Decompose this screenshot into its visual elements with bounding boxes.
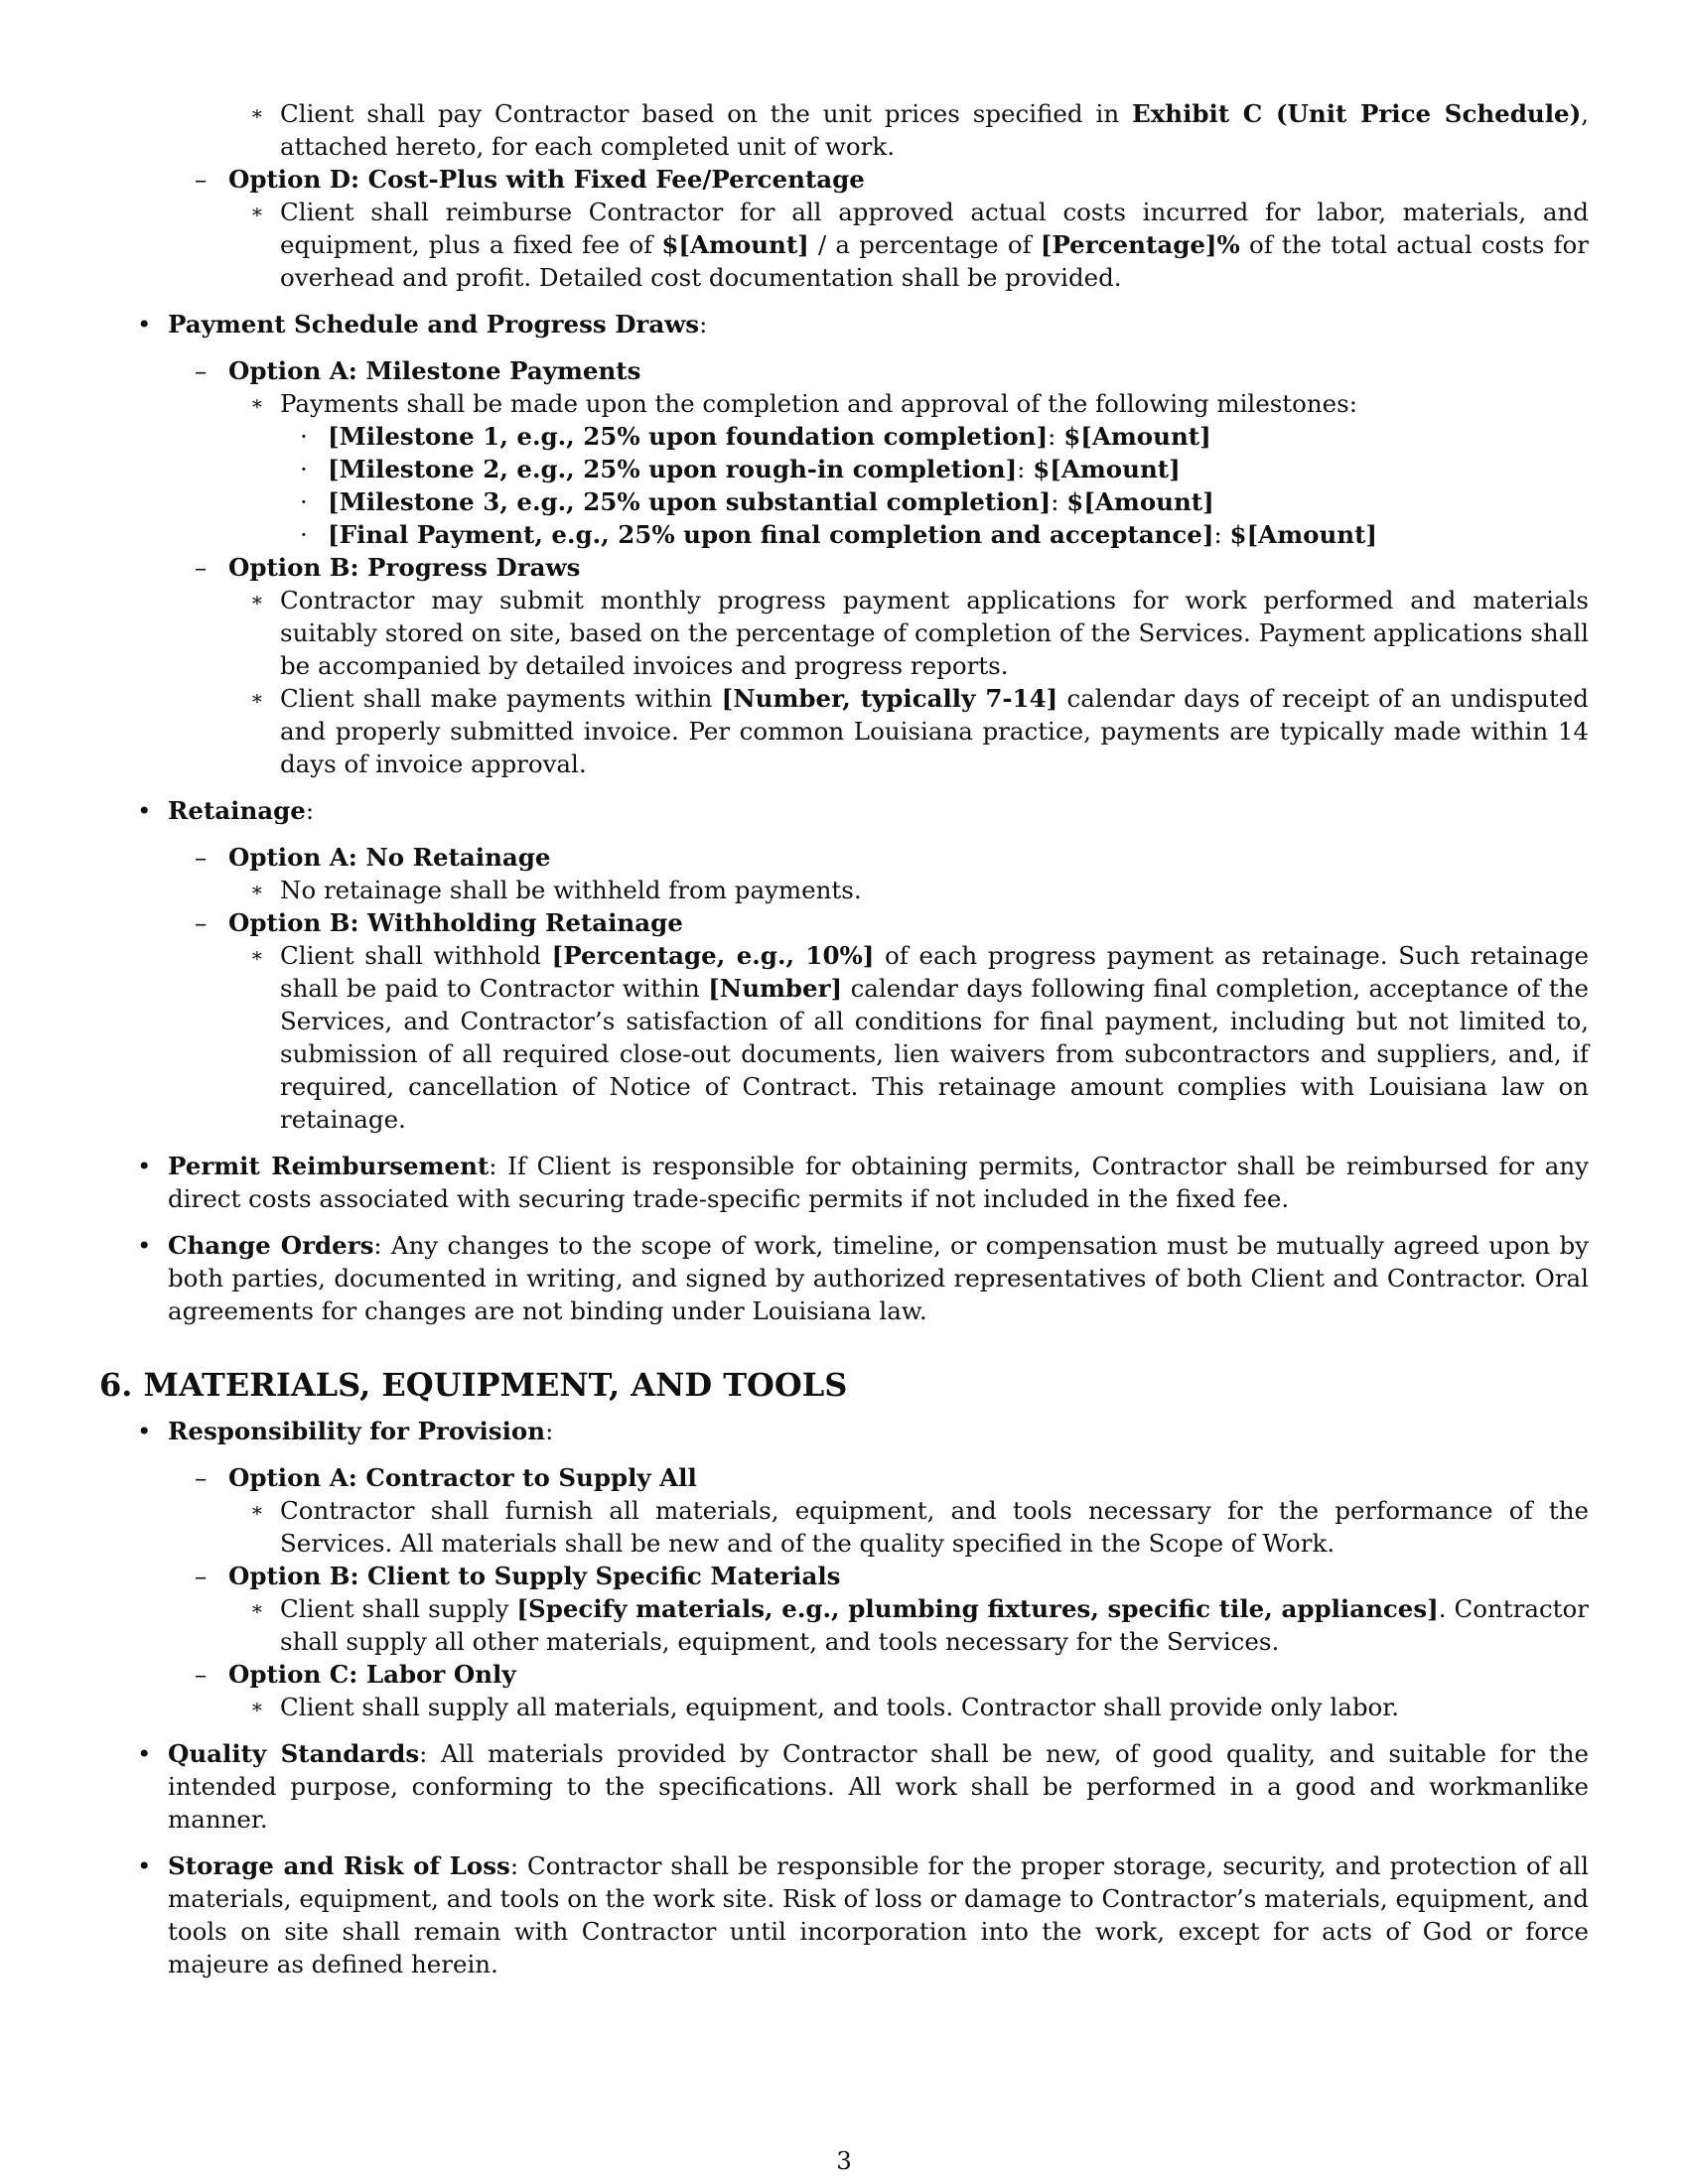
asterisk-bullet-icon: ∗: [250, 943, 264, 967]
asterisk-bullet-icon: ∗: [250, 1596, 264, 1620]
dash-bullet-icon: –: [195, 356, 208, 385]
dash-bullet-icon: –: [195, 553, 208, 582]
exhibit-c-reference: Exhibit C (Unit Price Schedule): [1132, 99, 1582, 128]
responsibility-item: • Responsibility for Provision:: [137, 1417, 554, 1445]
labor-only-title: – Option C: Labor Only: [195, 1660, 516, 1689]
bullet-icon: •: [137, 1417, 152, 1445]
dot-bullet-icon: ·: [300, 487, 308, 516]
asterisk-bullet-icon: ∗: [250, 878, 264, 901]
permit-reimbursement-item: • Permit Reimbursement: If Client is responsible for obtaining permits, Contractor shall be reimbursed for any direct costs associated with securing trade-specific permits if not included in the fixed fee.: [137, 1152, 1589, 1213]
client-supply-text: ∗ Client shall supply [Specify materials, e.g., plumbing fixtures, specific tile, appliances]. Contractor shall supply all other materials, equipment, and tools necessary for the Services.: [250, 1594, 1589, 1656]
milestone-option-text: ∗ Payments shall be made upon the completion and approval of the following milestones:: [250, 389, 1358, 418]
milestone-option-title: – Option A: Milestone Payments: [195, 356, 641, 385]
asterisk-bullet-icon: ∗: [250, 1695, 264, 1718]
dot-bullet-icon: ·: [300, 422, 308, 451]
withholding-retainage-title: – Option B: Withholding Retainage: [195, 908, 683, 937]
labor-only-text: ∗ Client shall supply all materials, equipment, and tools. Contractor shall provide only labor.: [250, 1693, 1400, 1721]
dot-bullet-icon: ·: [300, 455, 308, 483]
payment-timing-text: ∗ Client shall make payments within [Number, typically 7-14] calendar days of receipt of an undisputed and properly submitted invoice. Per common Louisiana practice, payments are typically made within 14 days of invoice approval.: [250, 684, 1589, 778]
asterisk-bullet-icon: ∗: [250, 101, 264, 125]
contractor-supply-text: ∗ Contractor shall furnish all materials, equipment, and tools necessary for the performance of the Services. All materials shall be new and of the quality specified in the Scope of Work.: [250, 1496, 1589, 1558]
option-d-title: – Option D: Cost-Plus with Fixed Fee/Percentage: [195, 165, 865, 194]
dash-bullet-icon: –: [195, 843, 208, 872]
bullet-icon: •: [137, 1851, 152, 1880]
bullet-icon: •: [137, 310, 152, 339]
asterisk-bullet-icon: ∗: [250, 588, 264, 612]
quality-standards-item: • Quality Standards: All materials provided by Contractor shall be new, of good quality, and suitable for the intended purpose, conforming to the specifications. All work shall be performed in a good and workmanlike manner.: [137, 1739, 1589, 1834]
dash-bullet-icon: –: [195, 908, 208, 937]
asterisk-bullet-icon: ∗: [250, 1498, 264, 1522]
asterisk-bullet-icon: ∗: [250, 686, 264, 710]
asterisk-bullet-icon: ∗: [250, 200, 264, 223]
payment-schedule-item: • Payment Schedule and Progress Draws:: [137, 310, 708, 339]
dash-bullet-icon: –: [195, 1660, 208, 1689]
section-6-heading: 6. MATERIALS, EQUIPMENT, AND TOOLS: [99, 1366, 848, 1404]
bullet-icon: •: [137, 796, 152, 825]
progress-draws-title: – Option B: Progress Draws: [195, 553, 581, 582]
no-retainage-text: ∗ No retainage shall be withheld from payments.: [250, 876, 862, 904]
dash-bullet-icon: –: [195, 1562, 208, 1590]
contractor-supply-title: – Option A: Contractor to Supply All: [195, 1463, 697, 1492]
bullet-icon: •: [137, 1739, 152, 1768]
withholding-retainage-text: ∗ Client shall withhold [Percentage, e.g., 10%] of each progress payment as retainage. Such retainage shall be paid to Contractor within [Number] calendar days following final completion, acceptance of the Services, and Contractor’s satisfaction of all conditions for final payment, including but not limited to, submission of all required close-out documents, lien waivers from subcontractors and suppliers, and, if required, cancellation of Notice of Contract. This retainage amount complies with Louisiana law on retainage.: [250, 941, 1590, 1134]
storage-risk-item: • Storage and Risk of Loss: Contractor shall be responsible for the proper storage, security, and protection of all materials, equipment, and tools on the work site. Risk of loss or damage to Contractor’s materials, equipment, and tools on site shall remain with Contractor until incorporation into the work, except for acts of God or force majeure as defined herein.: [137, 1851, 1589, 1979]
dash-bullet-icon: –: [195, 165, 208, 194]
progress-draws-text: ∗ Contractor may submit monthly progress payment applications for work performed and materials suitably stored on site, based on the percentage of completion of the Services. Payment applications shall be accompanied by detailed invoices and progress reports.: [250, 586, 1589, 680]
document-page: [99, 97, 1589, 1980]
client-supply-title: – Option B: Client to Supply Specific Materials: [195, 1562, 841, 1590]
milestone-item: · [Milestone 3, e.g., 25% upon substantial completion]: $[Amount]: [300, 487, 1214, 516]
milestone-item: · [Final Payment, e.g., 25% upon final completion and acceptance]: $[Amount]: [300, 520, 1377, 549]
retainage-item: • Retainage:: [137, 796, 315, 825]
option-d-text: ∗ Client shall reimburse Contractor for all approved actual costs incurred for labor, materials, and equipment, plus a fixed fee of $[Amount] / a percentage of [Percentage]% of the total actual costs for overhead and profit. Detailed cost documentation shall be provided.: [250, 198, 1589, 292]
bullet-icon: •: [137, 1152, 152, 1180]
page-number: 3: [836, 2146, 852, 2175]
dot-bullet-icon: ·: [300, 520, 308, 549]
change-orders-item: • Change Orders: Any changes to the scope of work, timeline, or compensation must be mutually agreed upon by both parties, documented in writing, and signed by authorized representatives of both Client and Contractor. Oral agreements for changes are not binding under Louisiana law.: [137, 1231, 1589, 1325]
no-retainage-title: – Option A: No Retainage: [195, 843, 551, 872]
asterisk-bullet-icon: ∗: [250, 391, 264, 415]
dash-bullet-icon: –: [195, 1463, 208, 1492]
milestone-item: · [Milestone 2, e.g., 25% upon rough-in completion]: $[Amount]: [300, 455, 1181, 483]
bullet-icon: •: [137, 1231, 152, 1260]
unit-price-item: ∗ Client shall pay Contractor based on the unit prices specified in Exhibit C (Unit Price Schedule), attached hereto, for each completed unit of work.: [250, 99, 1589, 161]
milestone-item: · [Milestone 1, e.g., 25% upon foundation completion]: $[Amount]: [300, 422, 1211, 451]
